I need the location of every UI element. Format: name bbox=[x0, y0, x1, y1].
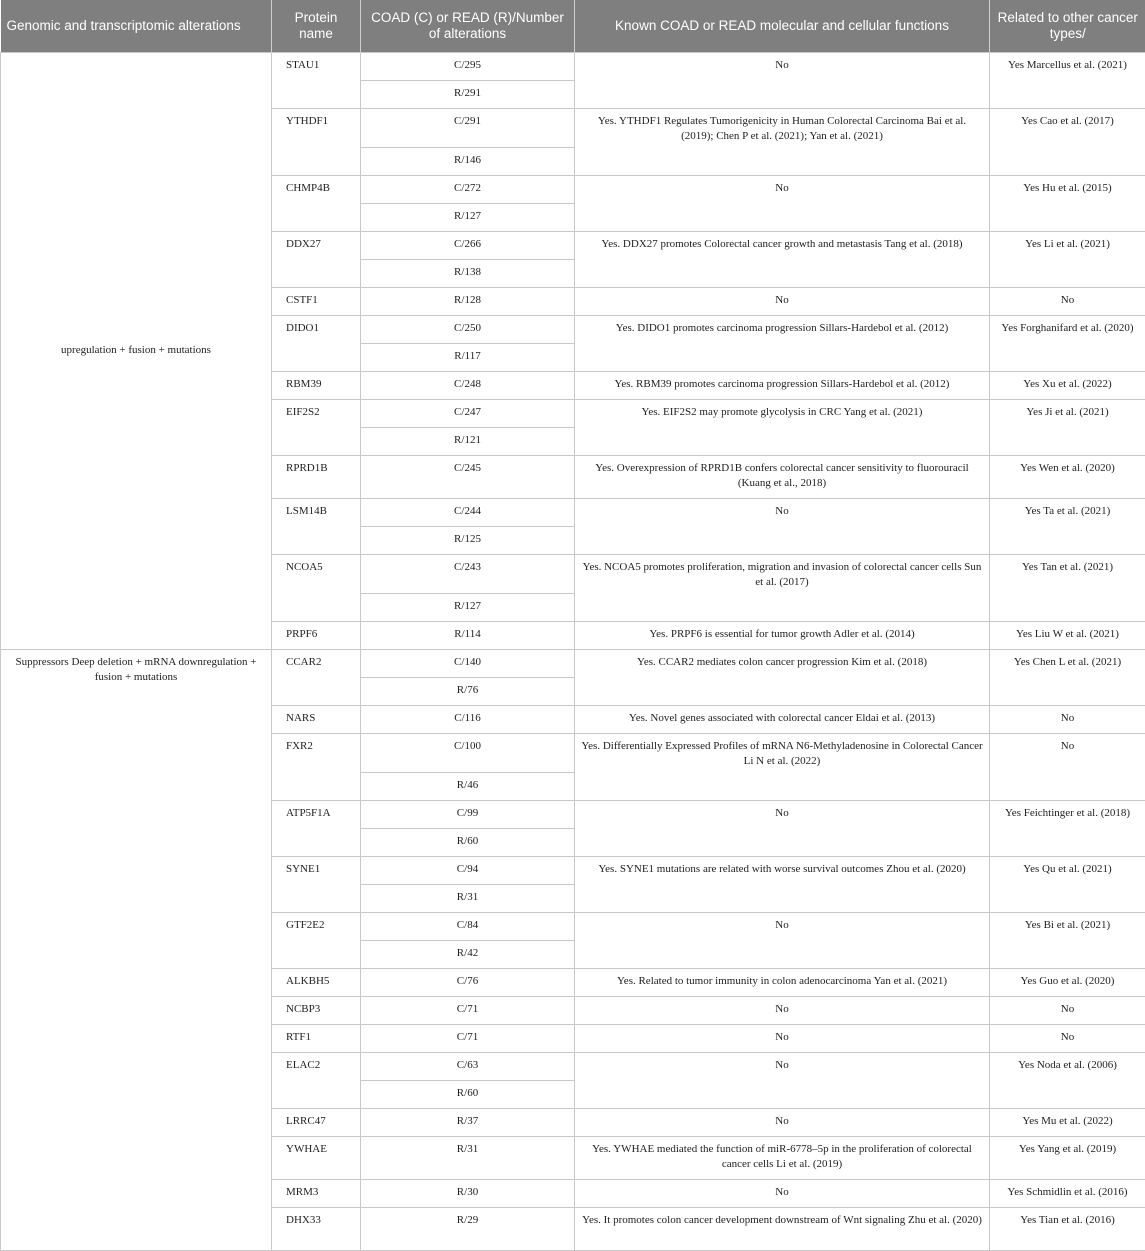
related-cell: Yes Ta et al. (2021) bbox=[990, 498, 1145, 554]
alteration-count-cell: R/76 bbox=[361, 677, 575, 705]
function-cell: No bbox=[575, 996, 990, 1024]
related-cell: Yes Ji et al. (2021) bbox=[990, 399, 1145, 455]
alteration-count-cell: C/247 bbox=[361, 399, 575, 427]
related-cell: Yes Wen et al. (2020) bbox=[990, 455, 1145, 498]
protein-name-cell: PRPF6 bbox=[272, 621, 361, 649]
related-cell: Yes Chen L et al. (2021) bbox=[990, 649, 1145, 705]
protein-name-cell: ELAC2 bbox=[272, 1052, 361, 1108]
protein-name-cell: GTF2E2 bbox=[272, 912, 361, 968]
related-cell: Yes Schmidlin et al. (2016) bbox=[990, 1179, 1145, 1207]
alteration-count-cell: R/121 bbox=[361, 427, 575, 455]
protein-name-cell: RPRD1B bbox=[272, 455, 361, 498]
related-cell: Yes Noda et al. (2006) bbox=[990, 1052, 1145, 1108]
function-cell: No bbox=[575, 800, 990, 856]
protein-name-cell: NARS bbox=[272, 705, 361, 733]
alteration-count-cell: C/71 bbox=[361, 996, 575, 1024]
related-cell: Yes Li et al. (2021) bbox=[990, 231, 1145, 287]
function-cell: Yes. CCAR2 mediates colon cancer progression Kim et al. (2018) bbox=[575, 649, 990, 705]
alteration-count-cell: R/125 bbox=[361, 526, 575, 554]
protein-name-cell: SYNE1 bbox=[272, 856, 361, 912]
alteration-count-cell: C/250 bbox=[361, 315, 575, 343]
function-cell: No bbox=[575, 498, 990, 554]
alteration-count-cell: C/100 bbox=[361, 733, 575, 772]
alteration-count-cell: R/31 bbox=[361, 884, 575, 912]
function-cell: Yes. Novel genes associated with colorectal cancer Eldai et al. (2013) bbox=[575, 705, 990, 733]
alteration-count-cell: C/272 bbox=[361, 175, 575, 203]
alteration-count-cell: R/127 bbox=[361, 593, 575, 621]
function-cell: Yes. YWHAE mediated the function of miR-6778–5p in the proliferation of colorectal cancer cells Li et al. (2019) bbox=[575, 1136, 990, 1179]
related-cell: No bbox=[990, 1024, 1145, 1052]
header-protein-name: Protein name bbox=[272, 0, 361, 52]
protein-name-cell: YWHAE bbox=[272, 1136, 361, 1179]
protein-name-cell: YTHDF1 bbox=[272, 108, 361, 175]
header-alterations: Genomic and transcriptomic alterations bbox=[1, 0, 272, 52]
alteration-count-cell: R/37 bbox=[361, 1108, 575, 1136]
alteration-count-cell: R/117 bbox=[361, 343, 575, 371]
function-cell: Yes. Differentially Expressed Profiles of mRNA N6-Methyladenosine in Colorectal Cancer Li N et al. (2022) bbox=[575, 733, 990, 800]
protein-name-cell: DHX33 bbox=[272, 1207, 361, 1250]
alteration-count-cell: R/29 bbox=[361, 1207, 575, 1250]
table-row bbox=[1, 649, 1145, 677]
alteration-count-cell: C/295 bbox=[361, 52, 575, 80]
alteration-count-cell: C/99 bbox=[361, 800, 575, 828]
related-cell: Yes Tan et al. (2021) bbox=[990, 554, 1145, 621]
protein-name-cell: NCOA5 bbox=[272, 554, 361, 621]
function-cell: No bbox=[575, 912, 990, 968]
header-related: Related to other cancer types/ bbox=[990, 0, 1145, 52]
table-body bbox=[1, 52, 1145, 1250]
protein-name-cell: MRM3 bbox=[272, 1179, 361, 1207]
function-cell: Yes. Related to tumor immunity in colon adenocarcinoma Yan et al. (2021) bbox=[575, 968, 990, 996]
function-cell: Yes. SYNE1 mutations are related with worse survival outcomes Zhou et al. (2020) bbox=[575, 856, 990, 912]
alteration-count-cell: C/243 bbox=[361, 554, 575, 593]
function-cell: Yes. RBM39 promotes carcinoma progression Sillars-Hardebol et al. (2012) bbox=[575, 371, 990, 399]
alteration-count-cell: R/291 bbox=[361, 80, 575, 108]
function-cell: No bbox=[575, 1024, 990, 1052]
alteration-count-cell: C/248 bbox=[361, 371, 575, 399]
related-cell: Yes Marcellus et al. (2021) bbox=[990, 52, 1145, 108]
group-cell: Suppressors Deep deletion + mRNA downregulation + fusion + mutations bbox=[1, 649, 272, 1250]
function-cell: Yes. PRPF6 is essential for tumor growth Adler et al. (2014) bbox=[575, 621, 990, 649]
function-cell: No bbox=[575, 287, 990, 315]
alteration-count-cell: R/31 bbox=[361, 1136, 575, 1179]
alteration-count-cell: C/245 bbox=[361, 455, 575, 498]
header-row bbox=[1, 0, 1145, 52]
protein-name-cell: DIDO1 bbox=[272, 315, 361, 371]
protein-name-cell: STAU1 bbox=[272, 52, 361, 108]
related-cell: Yes Qu et al. (2021) bbox=[990, 856, 1145, 912]
protein-name-cell: DDX27 bbox=[272, 231, 361, 287]
function-cell: Yes. YTHDF1 Regulates Tumorigenicity in Human Colorectal Carcinoma Bai et al. (2019); Chen P et al. (2021); Yan et al. (2021) bbox=[575, 108, 990, 175]
function-cell: No bbox=[575, 175, 990, 231]
alteration-count-cell: C/71 bbox=[361, 1024, 575, 1052]
alteration-count-cell: C/266 bbox=[361, 231, 575, 259]
function-cell: Yes. It promotes colon cancer development downstream of Wnt signaling Zhu et al. (2020) bbox=[575, 1207, 990, 1250]
function-cell: No bbox=[575, 1052, 990, 1108]
function-cell: No bbox=[575, 1108, 990, 1136]
alteration-count-cell: R/138 bbox=[361, 259, 575, 287]
header-functions: Known COAD or READ molecular and cellular functions bbox=[575, 0, 990, 52]
function-cell: No bbox=[575, 52, 990, 108]
alteration-count-cell: C/94 bbox=[361, 856, 575, 884]
group-cell: upregulation + fusion + mutations bbox=[1, 52, 272, 649]
related-cell: Yes Mu et al. (2022) bbox=[990, 1108, 1145, 1136]
related-cell: No bbox=[990, 733, 1145, 800]
protein-name-cell: FXR2 bbox=[272, 733, 361, 800]
protein-name-cell: NCBP3 bbox=[272, 996, 361, 1024]
protein-name-cell: ATP5F1A bbox=[272, 800, 361, 856]
protein-name-cell: ALKBH5 bbox=[272, 968, 361, 996]
protein-name-cell: CSTF1 bbox=[272, 287, 361, 315]
related-cell: Yes Tian et al. (2016) bbox=[990, 1207, 1145, 1250]
related-cell: Yes Xu et al. (2022) bbox=[990, 371, 1145, 399]
alteration-count-cell: C/140 bbox=[361, 649, 575, 677]
related-cell: Yes Feichtinger et al. (2018) bbox=[990, 800, 1145, 856]
alteration-count-cell: R/42 bbox=[361, 940, 575, 968]
alteration-count-cell: R/30 bbox=[361, 1179, 575, 1207]
protein-name-cell: CCAR2 bbox=[272, 649, 361, 705]
alteration-count-cell: C/244 bbox=[361, 498, 575, 526]
alteration-count-cell: C/116 bbox=[361, 705, 575, 733]
alteration-count-cell: R/128 bbox=[361, 287, 575, 315]
alteration-count-cell: C/76 bbox=[361, 968, 575, 996]
function-cell: Yes. Overexpression of RPRD1B confers colorectal cancer sensitivity to fluorouracil (Kuang et al., 2018) bbox=[575, 455, 990, 498]
alteration-count-cell: R/60 bbox=[361, 828, 575, 856]
alteration-count-cell: R/114 bbox=[361, 621, 575, 649]
alteration-count-cell: R/146 bbox=[361, 147, 575, 175]
related-cell: No bbox=[990, 287, 1145, 315]
related-cell: Yes Yang et al. (2019) bbox=[990, 1136, 1145, 1179]
protein-name-cell: CHMP4B bbox=[272, 175, 361, 231]
table-row bbox=[1, 52, 1145, 80]
function-cell: Yes. NCOA5 promotes proliferation, migration and invasion of colorectal cancer cells Sun et al. (2017) bbox=[575, 554, 990, 621]
alteration-count-cell: R/127 bbox=[361, 203, 575, 231]
related-cell: No bbox=[990, 996, 1145, 1024]
related-cell: No bbox=[990, 705, 1145, 733]
protein-name-cell: LRRC47 bbox=[272, 1108, 361, 1136]
related-cell: Yes Hu et al. (2015) bbox=[990, 175, 1145, 231]
related-cell: Yes Bi et al. (2021) bbox=[990, 912, 1145, 968]
function-cell: Yes. DDX27 promotes Colorectal cancer growth and metastasis Tang et al. (2018) bbox=[575, 231, 990, 287]
function-cell: Yes. EIF2S2 may promote glycolysis in CRC Yang et al. (2021) bbox=[575, 399, 990, 455]
related-cell: Yes Cao et al. (2017) bbox=[990, 108, 1145, 175]
protein-name-cell: LSM14B bbox=[272, 498, 361, 554]
protein-name-cell: EIF2S2 bbox=[272, 399, 361, 455]
alteration-count-cell: C/84 bbox=[361, 912, 575, 940]
alteration-count-cell: R/60 bbox=[361, 1080, 575, 1108]
related-cell: Yes Guo et al. (2020) bbox=[990, 968, 1145, 996]
protein-name-cell: RTF1 bbox=[272, 1024, 361, 1052]
alteration-count-cell: C/291 bbox=[361, 108, 575, 147]
alteration-count-cell: C/63 bbox=[361, 1052, 575, 1080]
function-cell: No bbox=[575, 1179, 990, 1207]
related-cell: Yes Liu W et al. (2021) bbox=[990, 621, 1145, 649]
protein-name-cell: RBM39 bbox=[272, 371, 361, 399]
function-cell: Yes. DIDO1 promotes carcinoma progression Sillars-Hardebol et al. (2012) bbox=[575, 315, 990, 371]
header-coad-read: COAD (C) or READ (R)/Number of alterations bbox=[361, 0, 575, 52]
alteration-count-cell: R/46 bbox=[361, 772, 575, 800]
related-cell: Yes Forghanifard et al. (2020) bbox=[990, 315, 1145, 371]
